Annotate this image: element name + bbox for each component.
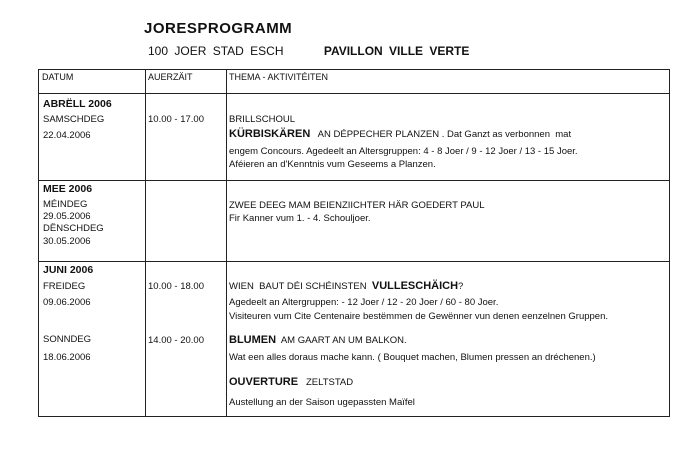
entry-day: MÉINDEG <box>43 199 88 210</box>
entry-date: 18.06.2006 <box>43 352 91 363</box>
activity-line: Visiteuren vum Cite Centenaire bestëmmen de Gewënner vun denen eenzelnen Gruppen. <box>229 311 609 322</box>
activity-line <box>229 376 353 389</box>
entry-time: 14.00 - 20.00 <box>148 335 204 346</box>
document-title: JORESPROGRAMM <box>144 20 293 37</box>
row-divider <box>39 93 669 94</box>
activity-line: Austellung an der Saison ugepassten Maïfel <box>229 397 415 408</box>
activity-line: ZWEE DEEG MAM BEIENZIICHTER HÄR GOEDERT PAUL <box>229 200 485 211</box>
entry-date: 30.05.2006 <box>43 236 91 247</box>
activity-text: ? <box>458 281 464 292</box>
activity-text: WIEN BAUT DÉI SCHÉINSTEN <box>229 281 372 292</box>
entry-time: 10.00 - 18.00 <box>148 281 204 292</box>
column-divider <box>145 70 146 416</box>
activity-highlight: KÜRBISKÄREN <box>229 128 311 140</box>
activity-line <box>229 280 463 293</box>
activity-line: Aféieren an d'Kenntnis vum Geseems a Planzen. <box>229 159 436 170</box>
row-divider <box>39 261 669 262</box>
entry-date: 09.06.2006 <box>43 297 91 308</box>
month-heading: JUNI 2006 <box>43 264 94 276</box>
activity-highlight: OUVERTURE <box>229 376 299 388</box>
entry-day: SONNDEG <box>43 334 92 345</box>
activity-line <box>229 334 407 347</box>
entry-day: SAMSCHDEG <box>43 114 105 125</box>
entry-date: 29.05.2006 <box>43 211 91 222</box>
entry-day: DËNSCHDEG <box>43 223 104 234</box>
subtitle-right: PAVILLON VILLE VERTE <box>323 44 470 58</box>
activity-line: Fir Kanner vum 1. - 4. Schouljoer. <box>229 213 371 224</box>
program-table <box>38 69 670 417</box>
entry-date: 22.04.2006 <box>43 130 91 141</box>
activity-highlight: BLUMEN <box>229 334 277 346</box>
row-divider <box>39 180 669 181</box>
month-heading: MEE 2006 <box>43 183 93 195</box>
entry-day: FREIDEG <box>43 281 86 292</box>
activity-line: Wat een alles doraus mache kann. ( Bouquet machen, Blumen pressen an dréchenen.) <box>229 352 596 363</box>
column-divider <box>226 70 227 416</box>
activity-text: AM GAART AN UM BALKON. <box>276 335 407 346</box>
activity-text: ZELTSTAD <box>298 377 354 388</box>
entry-time: 10.00 - 17.00 <box>148 114 204 125</box>
header-date: DATUM <box>42 72 74 82</box>
activity-line: engem Concours. Agedeelt an Altersgruppen: 4 - 8 Joer / 9 - 12 Joer / 13 - 15 Joer. <box>229 146 578 157</box>
month-heading: ABRËLL 2006 <box>43 98 112 110</box>
subtitle-left: 100 JOER STAD ESCH <box>148 44 284 58</box>
activity-line: BRILLSCHOUL <box>229 114 295 125</box>
activity-line: Agedeelt an Altergruppen: - 12 Joer / 12 - 20 Joer / 60 - 80 Joer. <box>229 297 499 308</box>
header-time: AUERZÄIT <box>148 72 193 82</box>
activity-line <box>229 128 571 141</box>
activity-highlight: VULLESCHÄICH <box>371 280 459 292</box>
document-subtitle <box>148 44 469 58</box>
header-theme: THEMA - AKTIVITÉITEN <box>229 72 329 82</box>
activity-text: AN DÉPPECHER PLANZEN . Dat Ganzt as verbonnen mat <box>310 129 572 140</box>
